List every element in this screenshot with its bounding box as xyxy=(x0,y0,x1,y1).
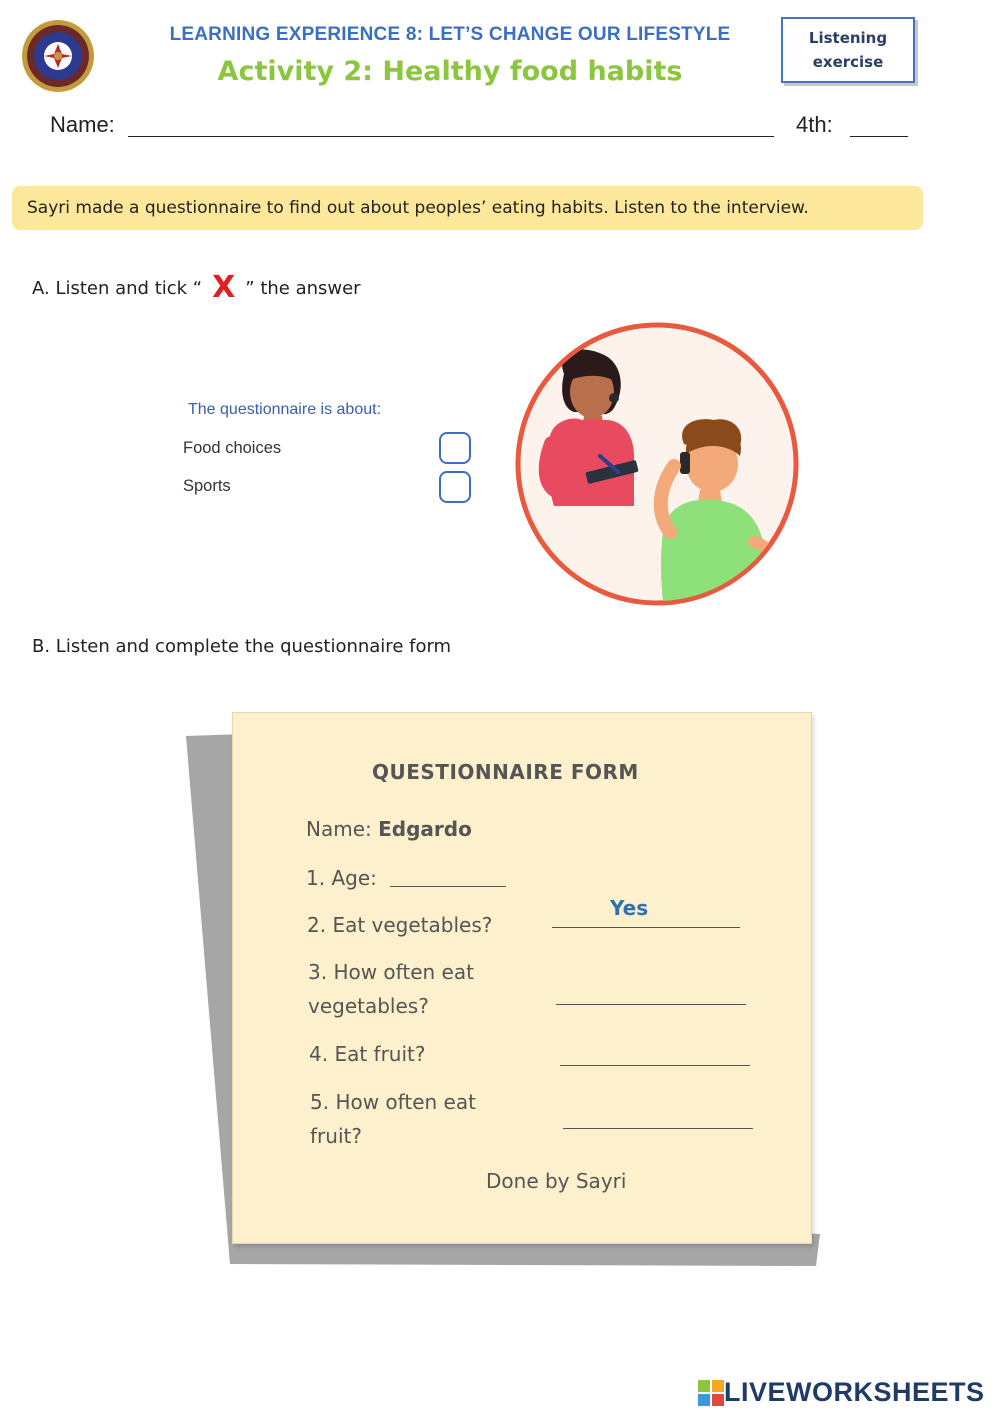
tick-x-icon: X xyxy=(212,270,236,305)
answer-eat-vegetables: Yes xyxy=(610,896,649,920)
exercise-type-line1: Listening xyxy=(808,29,888,47)
grade-field[interactable] xyxy=(850,136,908,137)
question-3-line1: 3. How often eat xyxy=(308,960,474,984)
form-name-row xyxy=(306,817,472,841)
liveworksheets-brand-text: LIVEWORKSHEETS xyxy=(724,1377,985,1407)
phone-interview-illustration xyxy=(514,316,800,612)
section-b-instruction: B. Listen and complete the questionnaire form xyxy=(32,636,452,657)
section-a-instruction-end: ” the answer xyxy=(245,277,361,299)
option-label-sports: Sports xyxy=(183,477,231,495)
question-3-line2: vegetables? xyxy=(308,994,429,1018)
form-name-label: Name: xyxy=(306,817,372,841)
student-name-field[interactable] xyxy=(128,136,774,137)
school-logo xyxy=(20,18,96,94)
exercise-type-badge xyxy=(781,17,915,83)
question-5-line2: fruit? xyxy=(310,1124,362,1148)
liveworksheets-brand xyxy=(698,1377,985,1408)
student-name-label: Name: xyxy=(50,112,115,137)
answer-field-vegetable-frequency[interactable] xyxy=(556,1004,746,1005)
worksheet-header-title: LEARNING EXPERIENCE 8: LET’S CHANGE OUR LIFESTYLE xyxy=(169,24,731,45)
exercise-type-line2: exercise xyxy=(812,53,884,71)
liveworksheets-logo-icon xyxy=(698,1380,724,1406)
answer-field-eat-vegetables[interactable] xyxy=(552,927,740,928)
question-1-age: 1. Age: xyxy=(306,866,377,890)
form-name-value: Edgardo xyxy=(378,817,472,841)
option-checkbox-food-choices[interactable] xyxy=(439,432,471,464)
activity-title: Activity 2: Healthy food habits xyxy=(217,56,683,87)
answer-field-age[interactable] xyxy=(390,886,506,887)
instruction-banner xyxy=(12,186,923,230)
section-a-instruction xyxy=(32,270,361,305)
question-5-line1: 5. How often eat xyxy=(310,1090,476,1114)
questionnaire-form-title: QUESTIONNAIRE FORM xyxy=(372,760,639,784)
instruction-banner-text: Sayri made a questionnaire to find out about peoples’ eating habits. Listen to the interview. xyxy=(27,198,809,218)
form-signature: Done by Sayri xyxy=(486,1169,627,1193)
answer-field-fruit-frequency[interactable] xyxy=(563,1128,753,1129)
grade-label: 4th: xyxy=(796,112,833,137)
question-4-eat-fruit: 4. Eat fruit? xyxy=(309,1042,426,1066)
option-checkbox-sports[interactable] xyxy=(439,471,471,503)
option-label-food-choices: Food choices xyxy=(183,439,282,457)
questionnaire-topic-question: The questionnaire is about: xyxy=(188,401,382,418)
question-2-eat-vegetables: 2. Eat vegetables? xyxy=(307,913,493,937)
answer-field-eat-fruit[interactable] xyxy=(560,1065,750,1066)
section-a-instruction-start: A. Listen and tick “ xyxy=(32,277,203,299)
